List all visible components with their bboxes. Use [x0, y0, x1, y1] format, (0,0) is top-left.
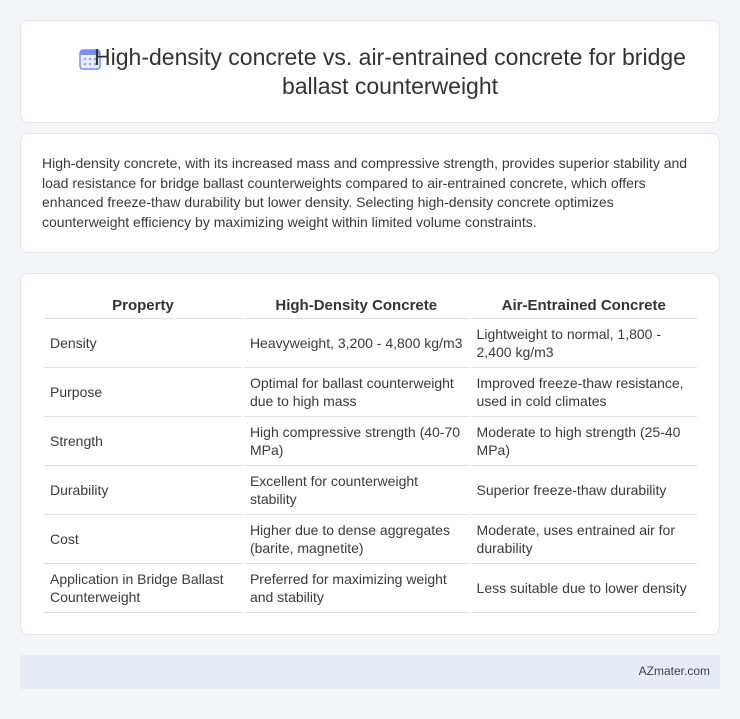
column-header: Air-Entrained Concrete — [471, 292, 697, 319]
table-cell: Preferred for maximizing weight and stability — [244, 564, 469, 613]
table-cell: Improved freeze-thaw resistance, used in cold climates — [471, 368, 697, 417]
table-cell: Cost — [44, 515, 242, 564]
table-cell: Excellent for counterweight stability — [244, 466, 469, 515]
table-cell: High compressive strength (40-70 MPa) — [244, 417, 469, 466]
comparison-table — [42, 292, 699, 613]
table-cell: Optimal for ballast counterweight due to high mass — [244, 368, 469, 417]
table-row — [44, 466, 697, 515]
table-cell: Strength — [44, 417, 242, 466]
table-row — [44, 515, 697, 564]
summary-text: High-density concrete, with its increased mass and compressive strength, provides superior stability and load resistance for bridge ballast counterweights compared to air-entrained concrete, which offers enhanced freeze-thaw durability but lower density. Selecting high-density concrete optimizes counterweight efficiency by maximizing weight within limited volume constraints. — [42, 155, 688, 230]
table-cell: Moderate, uses entrained air for durability — [471, 515, 697, 564]
table-cell: Durability — [44, 466, 242, 515]
page-title: High-density concrete vs. air-entrained concrete for bridge ballast counterweight — [94, 43, 686, 99]
table-cell: Purpose — [44, 368, 242, 417]
table-cell: Lightweight to normal, 1,800 - 2,400 kg/m3 — [471, 319, 697, 368]
table-header-row — [44, 292, 697, 319]
comparison-table-card — [20, 273, 720, 635]
table-row — [44, 417, 697, 466]
footer-site-link[interactable]: AZmater.com — [638, 664, 710, 678]
footer-bar — [20, 655, 720, 689]
table-cell: Less suitable due to lower density — [471, 564, 697, 613]
column-header: High-Density Concrete — [244, 292, 469, 319]
table-cell: Higher due to dense aggregates (barite, magnetite) — [244, 515, 469, 564]
column-header: Property — [44, 292, 242, 319]
title-card — [20, 20, 720, 123]
table-row — [44, 368, 697, 417]
table-cell: Moderate to high strength (25-40 MPa) — [471, 417, 697, 466]
table-cell: Heavyweight, 3,200 - 4,800 kg/m3 — [244, 319, 469, 368]
table-cell: Application in Bridge Ballast Counterweight — [44, 564, 242, 613]
table-cell: Superior freeze-thaw durability — [471, 466, 697, 515]
table-row — [44, 319, 697, 368]
summary-card — [20, 133, 720, 253]
table-cell: Density — [44, 319, 242, 368]
table-row — [44, 564, 697, 613]
